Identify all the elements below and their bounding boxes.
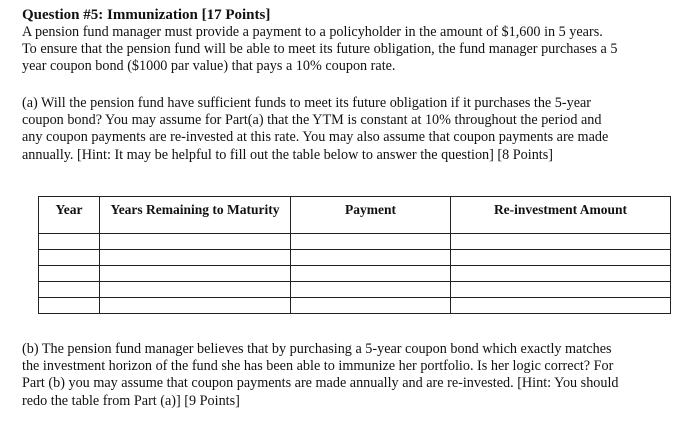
table-row — [39, 266, 671, 282]
intro-line: year coupon bond ($1000 par value) that pays a 10% coupon rate. — [22, 58, 396, 75]
table-cell — [451, 298, 671, 314]
table-row — [39, 298, 671, 314]
part-a-text — [22, 95, 608, 164]
intro-line: To ensure that the pension fund will be able to meet its future obligation, the fund manager purchases a 5 — [22, 41, 618, 58]
header-payment: Payment — [291, 197, 451, 234]
part-a-line: any coupon payments are re-invested at this rate. You may also assume that coupon payments are made — [22, 129, 609, 146]
part-a-line: (a) Will the pension fund have sufficient funds to meet its future obligation if it purchases the 5-year — [22, 95, 592, 111]
table-cell — [100, 266, 291, 282]
table-cell — [291, 266, 451, 282]
table-cell — [100, 298, 291, 314]
table-cell — [39, 234, 100, 250]
part-a-line: coupon bond? You may assume for Part(a) that the YTM is constant at 10% throughout the period and — [22, 112, 602, 129]
table-row — [39, 282, 671, 298]
table-row — [39, 234, 671, 250]
question-title: Question #5: Immunization [17 Points] — [22, 7, 271, 23]
table-cell — [451, 266, 671, 282]
part-b-line: redo the table from Part (a)] [9 Points] — [22, 392, 240, 409]
part-b-line: (b) The pension fund manager believes that by purchasing a 5-year coupon bond which exactly matches — [22, 341, 612, 357]
table-cell — [39, 298, 100, 314]
table-cell — [39, 250, 100, 266]
table-cell — [451, 250, 671, 266]
table-row — [39, 250, 671, 266]
table-cell — [100, 250, 291, 266]
table-cell — [100, 234, 291, 250]
reinvestment-table — [38, 196, 671, 314]
table-cell — [100, 282, 291, 298]
table-cell — [451, 234, 671, 250]
table-cell — [291, 234, 451, 250]
part-b-text — [22, 341, 619, 410]
part-b-line: the investment horizon of the fund she has been able to immunize her portfolio. Is her logic correct? For — [22, 358, 614, 375]
table-cell — [291, 282, 451, 298]
table-cell — [291, 250, 451, 266]
part-a-line: annually. [Hint: It may be helpful to fill out the table below to answer the question] [8 Points] — [22, 146, 553, 163]
part-b-line: Part (b) you may assume that coupon payments are made annually and are re-invested. [Hint: You should — [22, 375, 619, 392]
header-year: Year — [39, 197, 100, 234]
table-cell — [291, 298, 451, 314]
header-reinvestment-amount: Re-investment Amount — [451, 197, 671, 234]
header-years-remaining: Years Remaining to Maturity — [100, 197, 291, 234]
table-header-row — [39, 197, 671, 234]
table-cell — [451, 282, 671, 298]
table-cell — [39, 282, 100, 298]
question-intro — [22, 24, 618, 76]
table-cell — [39, 266, 100, 282]
intro-line: A pension fund manager must provide a payment to a policyholder in the amount of $1,600 in 5 years. — [22, 24, 603, 40]
